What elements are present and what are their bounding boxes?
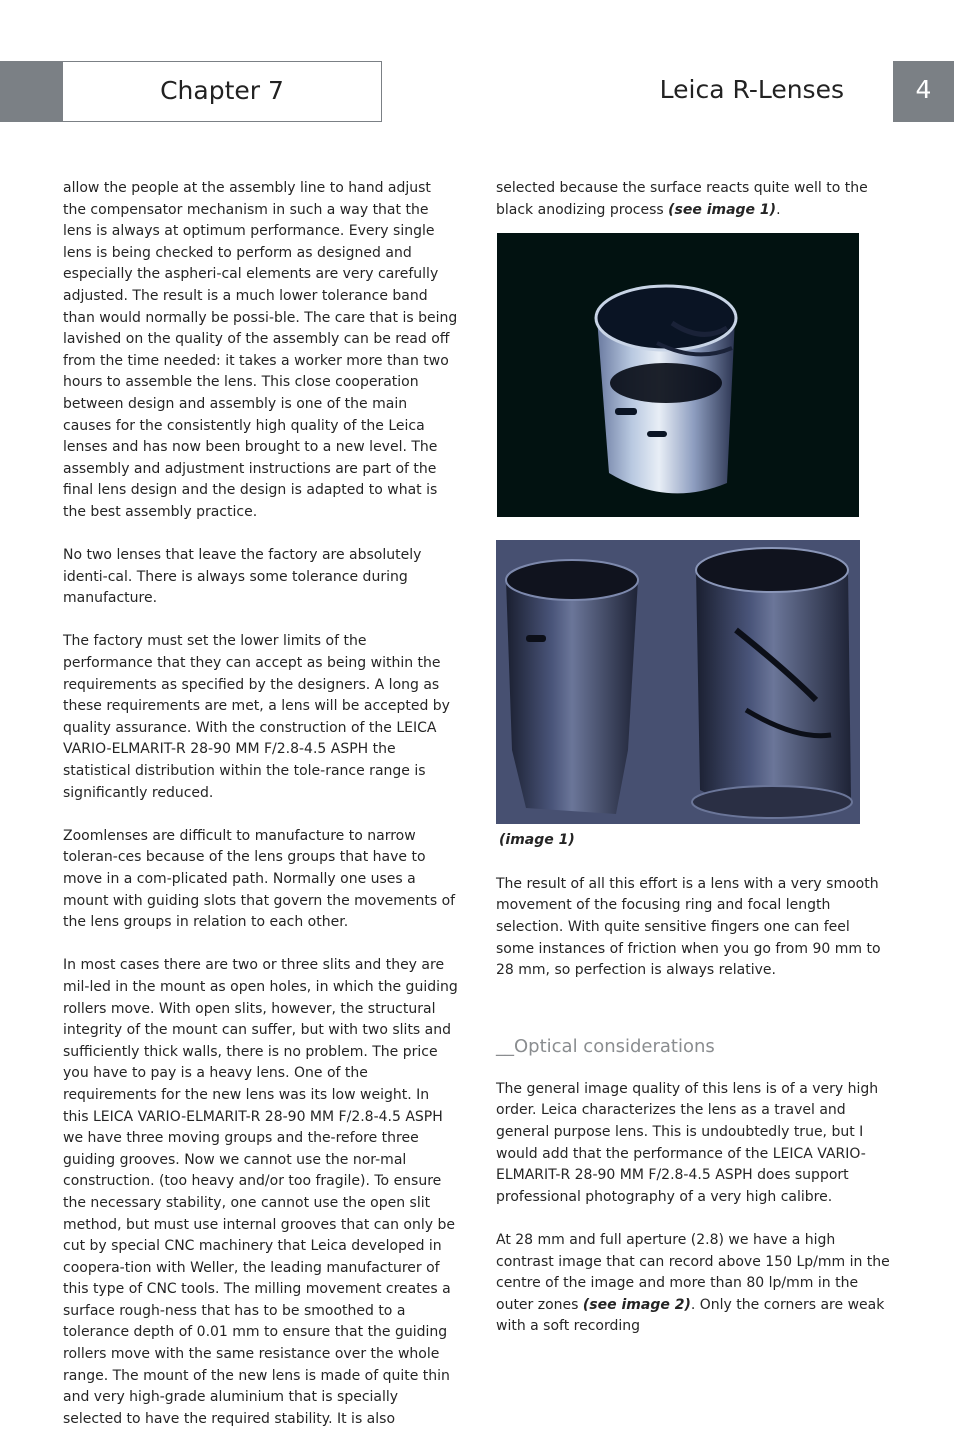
paragraph-identical: No two lenses that leave the factory are absolutely identi-cal. There is always some tolerance during manufacture. (63, 547, 422, 607)
image-2-reference: (see image 2) (582, 1296, 691, 1313)
right-column (496, 178, 892, 1359)
photo-single-mount (497, 233, 859, 517)
28mm-end: . Only the corners are weak with a soft recording (496, 1296, 885, 1335)
chapter-label: Chapter 7 (62, 61, 382, 122)
image-reference: (see image 1) (668, 201, 777, 218)
paragraph-28mm (496, 1230, 892, 1338)
left-column (63, 178, 458, 1452)
28mm-text: At 28 mm and full aperture (2.8) we have a high contrast image that can record above 150 Lp/mm in the centre of the image and more than 80 lp/mm in the outer zones (496, 1231, 890, 1313)
image-caption: (image 1) (499, 832, 575, 849)
anodizing-end: . (776, 201, 781, 218)
section-heading-optical: __Optical considerations (496, 1035, 715, 1057)
photo-two-mounts (496, 540, 860, 824)
paragraph-image-quality: The general image quality of this lens is of a very high order. Leica characterizes the lens as a travel and general purpose lens. This is undoubtedly true, but I would add that the performance of the LEICA VARIO-ELMARIT-R 28-90 MM F/2.8-4.5 ASPH does support professional photography of a very high calibre. (496, 1080, 879, 1205)
header-left-block (0, 61, 62, 122)
paragraph-slits: In most cases there are two or three slits and they are mil-led in the mount as open holes, in which the guiding rollers move. With open slits, however, the structural integrity of the mount can suffer, but with two slits and sufficiently thick walls, there is no problem. The price you have to pay is a heavy lens. One of the requirements for the new lens was its low weight. In this LEICA VARIO-ELMARIT-R 28-90 MM F/2.8-4.5 ASPH we have three moving groups and the-refore three guiding grooves. Now we cannot use the nor-mal construction. (too heavy and/or too fragile). To ensure the necessary stability, one cannot use the open slit method, but must use internal grooves that can only be cut by special CNC machinery that Leica developed in coopera-tion with Weller, the leading manufacturer of this type of CNC tools. The milling movement creates a surface rough-ness that has to be smoothed to a tolerance depth of 0.01 mm to ensure that the guiding rollers move with the same resistance over the whole range. The mount of the new lens is made of quite thin and very high-grade aluminium that is specially selected to have the required stability. It is also (63, 957, 458, 1427)
paragraph-result: The result of all this effort is a lens with a very smooth movement of the focusing ring and focal length selection. With quite sensitive fingers one can feel some instances of friction when you go from 90 mm to 28 mm, so perfection is always relative. (496, 875, 881, 979)
anodizing-text: selected because the surface reacts quite well to the black anodizing process (496, 180, 868, 218)
paragraph-zoomlenses: Zoomlenses are difficult to manufacture to narrow toleran-ces because of the lens groups that have to move in a com-plicated path. Normally one uses a mount with guiding slots that govern the movements of the lens groups in relation to each other. (63, 827, 456, 931)
section-title: Leica R-Lenses (659, 75, 844, 104)
paragraph-anodizing (496, 178, 892, 221)
page-number: 4 (893, 61, 954, 122)
paragraph-performance-limits: The factory must set the lower limits of the performance that they can accept as being within the requirements as specified by the designers. A long as these requirements are met, a lens will be accepted by quality assurance. With the construction of the LEICA VARIO-ELMARIT-R 28-90 MM F/2.8-4.5 ASPH the statistical distribution within the tole-rance range is significantly reduced. (63, 633, 450, 801)
paragraph-assembly: allow the people at the assembly line to hand adjust the compensator mechanism in such a way that the lens is always at optimum performance. Every single lens is being checked to perform as designed and especially the aspheri-cal elements are very carefully adjusted. The result is a much lower tolerance band than would normally be possi-ble. The care that is being lavished on the quality of the assembly can be read off from the time needed: it takes a worker more than two hours to assemble the lens. This close cooperation between design and assembly is one of the main causes for the consistently high quality of the Leica lenses and has now been brought to a new level. The assembly and adjustment instructions are part of the final lens design and the design is adapted to what is the best assembly practice. (63, 180, 458, 520)
